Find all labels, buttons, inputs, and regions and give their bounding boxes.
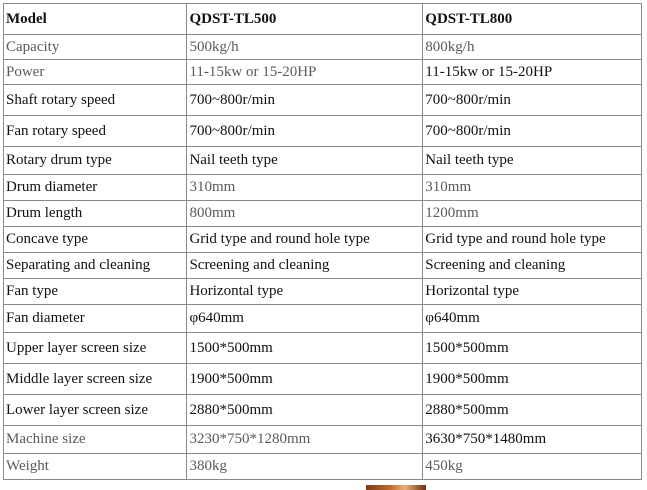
table-row [4,227,642,253]
row-value-b: 450kg [423,454,642,480]
table-row [4,60,642,85]
row-label: Fan rotary speed [4,116,187,147]
table-row [4,35,642,60]
row-value-b: 11-15kw or 15-20HP [423,60,642,85]
row-label: Weight [4,454,187,480]
row-label: Drum diameter [4,175,187,201]
table-row [4,333,642,364]
image-edge-strip [366,485,426,490]
row-value-a: 380kg [187,454,423,480]
row-label: Rotary drum type [4,147,187,175]
row-value-a: φ640mm [187,305,423,333]
table-row [4,85,642,116]
row-label: Shaft rotary speed [4,85,187,116]
row-value-b: 3630*750*1480mm [423,426,642,454]
row-value-b: 2880*500mm [423,395,642,426]
row-label: Separating and cleaning [4,253,187,279]
table-row [4,201,642,227]
row-value-b: 310mm [423,175,642,201]
row-value-a: Horizontal type [187,279,423,305]
row-value-a: 1900*500mm [187,364,423,395]
row-value-b: 700~800r/min [423,116,642,147]
table-header-row [4,4,642,35]
row-value-a: 500kg/h [187,35,423,60]
header-model-a-cell: QDST-TL500 [187,4,423,35]
row-value-a: Grid type and round hole type [187,227,423,253]
row-value-b: Screening and cleaning [423,253,642,279]
spec-table [3,3,642,480]
table-row [4,454,642,480]
row-label: Upper layer screen size [4,333,187,364]
row-value-a: 2880*500mm [187,395,423,426]
row-value-b: 1500*500mm [423,333,642,364]
row-value-b: Horizontal type [423,279,642,305]
row-value-a: 700~800r/min [187,116,423,147]
row-label: Fan type [4,279,187,305]
row-value-b: 800kg/h [423,35,642,60]
row-value-a: 1500*500mm [187,333,423,364]
table-row [4,426,642,454]
row-value-b: 1900*500mm [423,364,642,395]
row-label: Machine size [4,426,187,454]
row-value-b: 700~800r/min [423,85,642,116]
row-label: Power [4,60,187,85]
row-label: Drum length [4,201,187,227]
table-row [4,147,642,175]
row-value-a: Screening and cleaning [187,253,423,279]
row-value-a: 11-15kw or 15-20HP [187,60,423,85]
table-row [4,253,642,279]
row-label: Lower layer screen size [4,395,187,426]
row-value-a: 310mm [187,175,423,201]
table-row [4,395,642,426]
row-value-a: Nail teeth type [187,147,423,175]
row-value-b: 1200mm [423,201,642,227]
table-row [4,116,642,147]
row-label: Middle layer screen size [4,364,187,395]
row-value-a: 3230*750*1280mm [187,426,423,454]
row-value-a: 700~800r/min [187,85,423,116]
header-label-cell: Model [4,4,187,35]
table-row [4,364,642,395]
row-value-b: φ640mm [423,305,642,333]
row-label: Capacity [4,35,187,60]
header-model-b-cell: QDST-TL800 [423,4,642,35]
table-row [4,175,642,201]
table-row [4,305,642,333]
row-value-b: Grid type and round hole type [423,227,642,253]
table-row [4,279,642,305]
row-label: Fan diameter [4,305,187,333]
row-value-a: 800mm [187,201,423,227]
row-label: Concave type [4,227,187,253]
row-value-b: Nail teeth type [423,147,642,175]
